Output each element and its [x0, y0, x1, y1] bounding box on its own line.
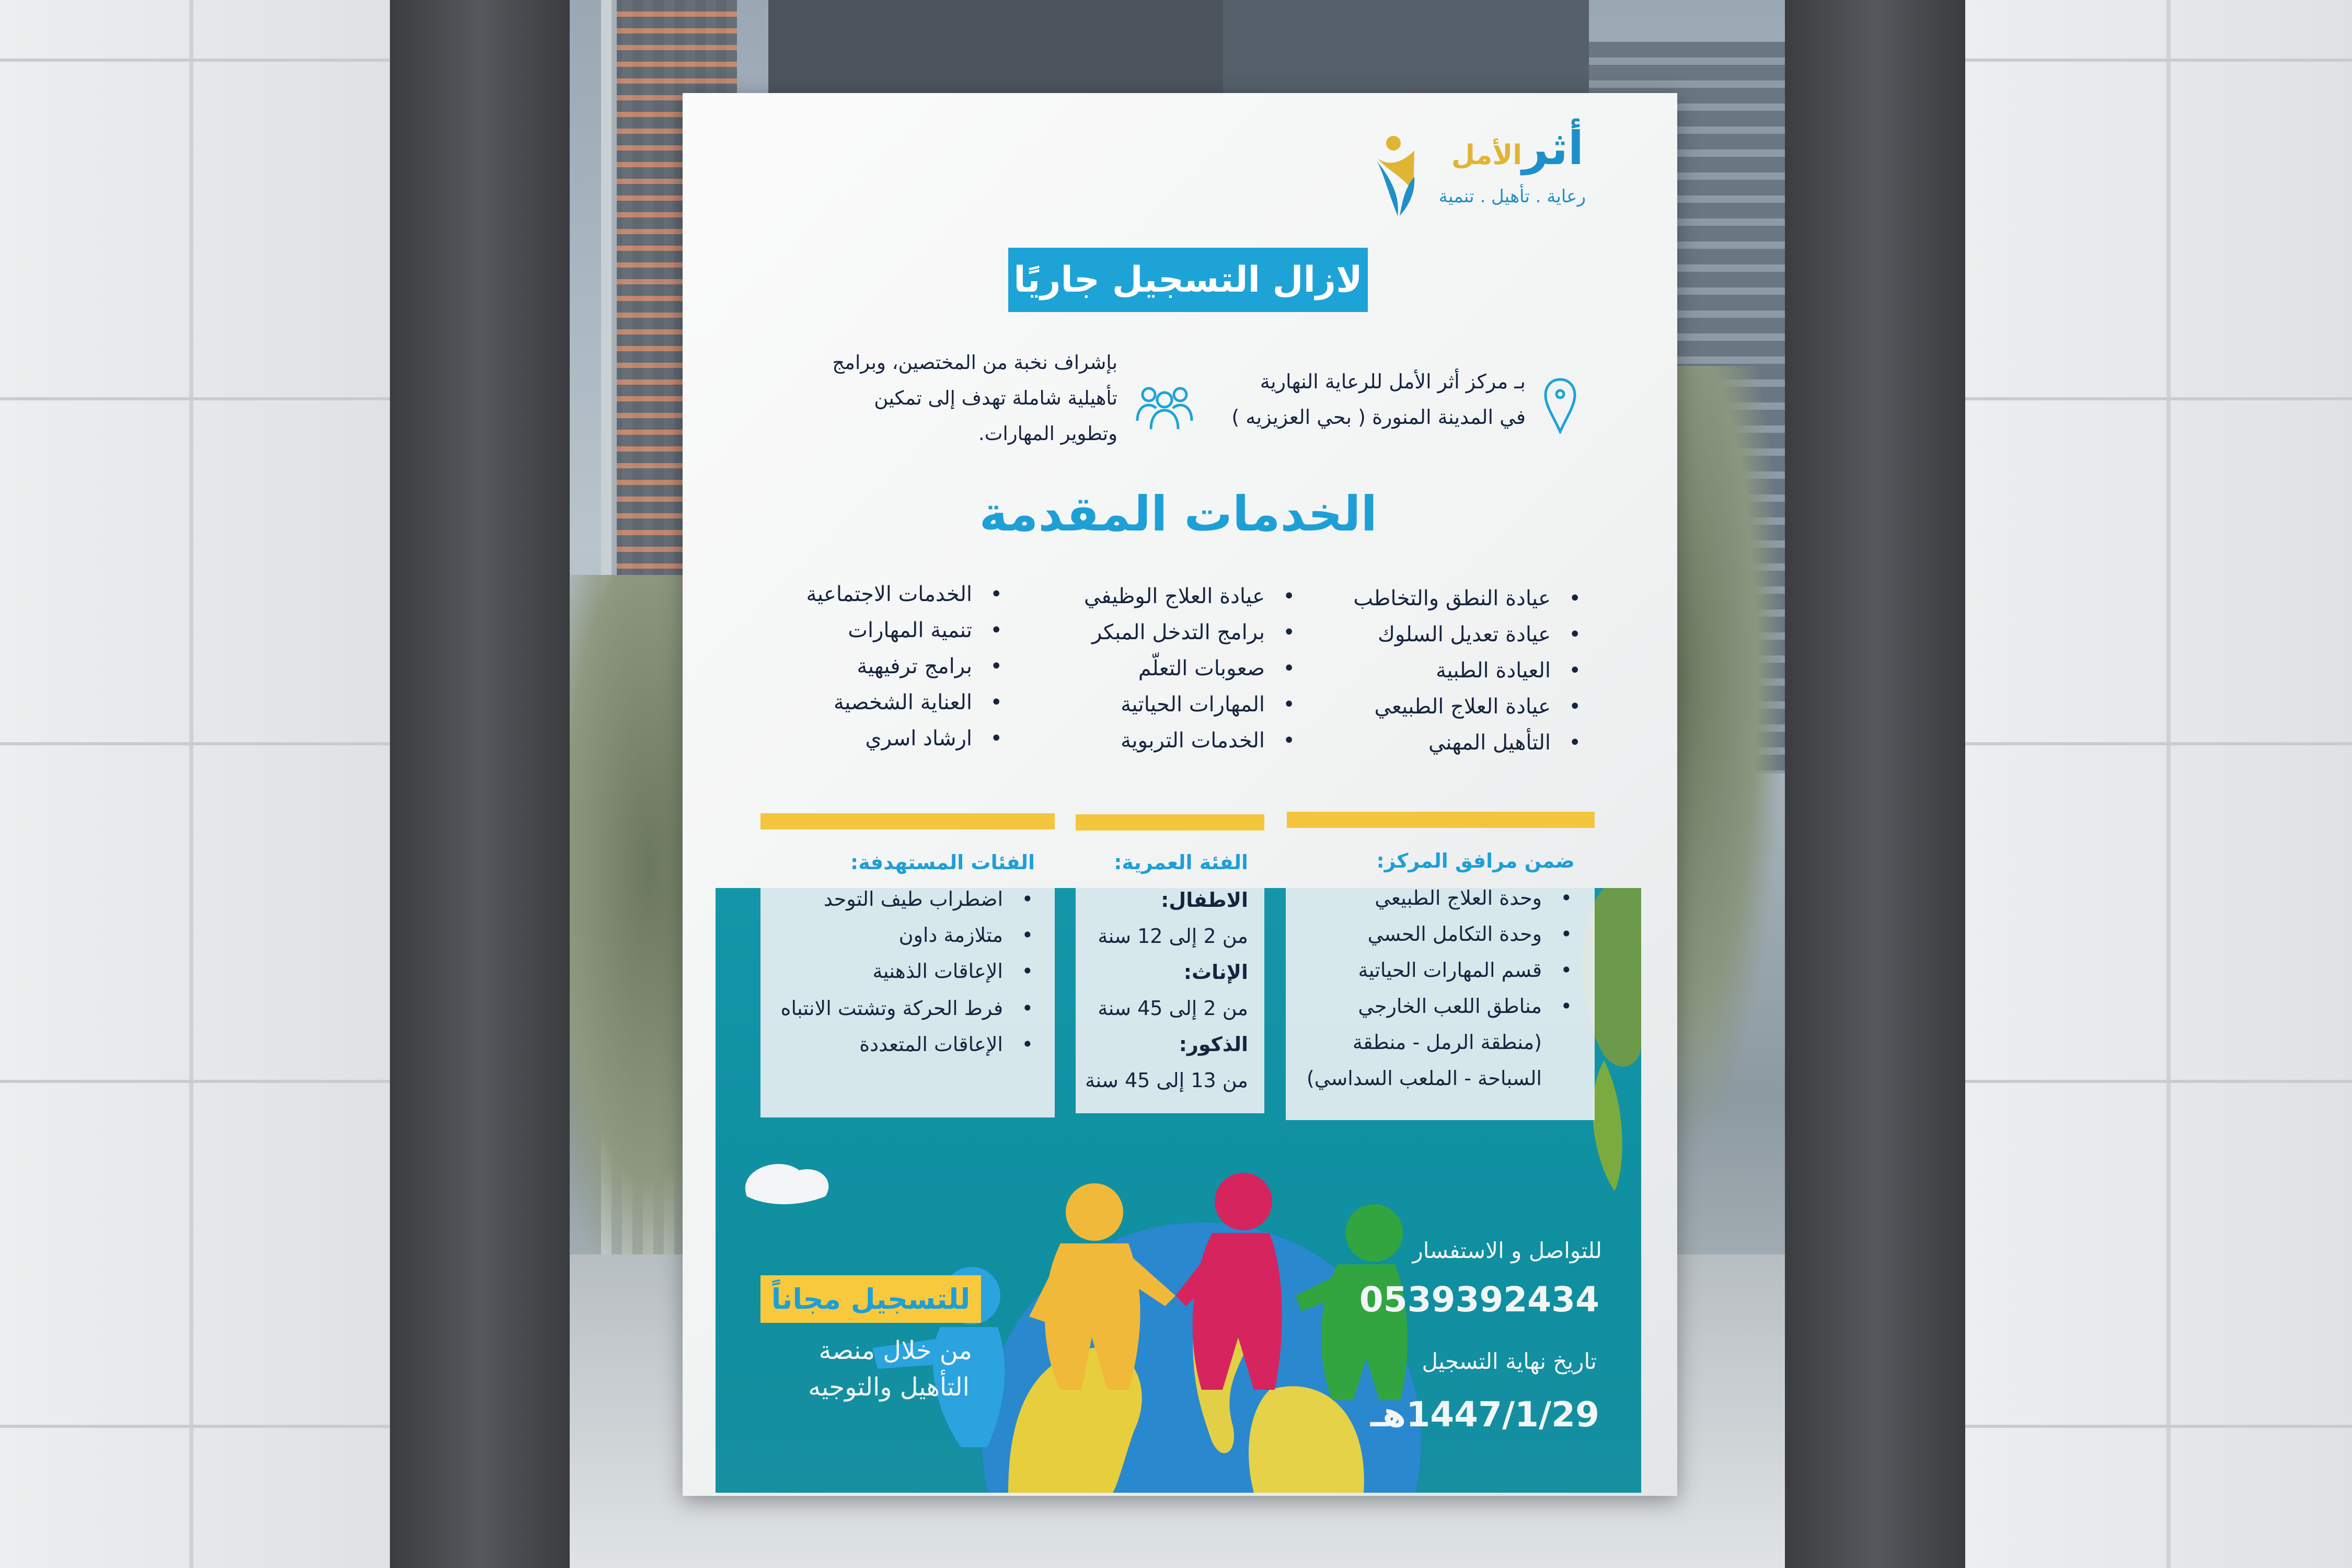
- service-item: • الخدمات التربوية: [1121, 729, 1295, 753]
- age-group-range: من 13 إلى 45 سنة: [1085, 1069, 1248, 1092]
- supervision-line-2: تأهيلية شاملة تهدف إلى تمكين: [874, 387, 1117, 409]
- age-group-range: من 2 إلى 45 سنة: [1098, 997, 1248, 1020]
- service-item: • برامج ترفيهية: [857, 654, 1002, 678]
- wall-seam: [0, 742, 390, 745]
- window-frame-right: [1785, 0, 1965, 1568]
- facility-item: • قسم المهارات الحياتية: [1358, 959, 1572, 982]
- window-frame-left: [390, 0, 570, 1568]
- logo-figure-icon: [1373, 135, 1425, 218]
- wall-seam: [0, 397, 390, 400]
- ages-title: الفئة العمرية:: [1114, 851, 1248, 874]
- wall-seam: [0, 1080, 390, 1083]
- wall-seam: [1965, 397, 2352, 400]
- service-item: • العيادة الطبية: [1436, 659, 1581, 683]
- banner-text: لازال التسجيل جاريًا: [1013, 259, 1363, 301]
- targets-title: الفئات المستهدفة:: [850, 851, 1035, 874]
- target-item: • فرط الحركة وتشتت الانتباه: [781, 997, 1033, 1020]
- wall-seam: [1965, 1080, 2352, 1083]
- badge-text: للتسجيل مجاناً: [771, 1283, 971, 1316]
- building: [768, 0, 1249, 94]
- service-item: • صعوبات التعلّم: [1138, 656, 1295, 681]
- service-item: • العناية الشخصية: [834, 690, 1002, 714]
- service-item: • عيادة النطق والتخاطب: [1353, 586, 1581, 610]
- wall-seam: [2166, 0, 2171, 1568]
- register-line-2: التأهيل والتوجيه: [808, 1373, 970, 1402]
- logo-tagline: رعاية . تأهيل . تنمية: [1438, 186, 1586, 207]
- logo-name-main: أثر: [1522, 121, 1584, 175]
- free-registration-badge: [760, 1275, 981, 1323]
- age-group-range: من 2 إلى 12 سنة: [1098, 925, 1248, 948]
- contact-label: للتواصل و الاستفسار: [1412, 1238, 1602, 1263]
- service-item: • تنمية المهارات: [848, 618, 1002, 642]
- facility-item: • وحدة العلاج الطبيعي: [1375, 886, 1572, 909]
- service-item: • ارشاد اسري: [865, 727, 1002, 751]
- service-item: • الخدمات الاجتماعية: [806, 582, 1002, 606]
- cloud-shape: [745, 1164, 829, 1204]
- map-pin-icon: [1543, 377, 1577, 434]
- location-line-2: في المدينة المنورة ( بحي العزيزيه ): [1231, 406, 1526, 429]
- service-item: • عيادة العلاج الطبيعي: [1375, 695, 1582, 719]
- logo-wordmark: [1451, 121, 1584, 175]
- target-item: • متلازمة داون: [899, 924, 1033, 947]
- people-icon: [1135, 384, 1194, 431]
- green-leaf-shape: [1593, 1060, 1622, 1191]
- deadline-label: تاريخ نهاية التسجيل: [1422, 1348, 1597, 1374]
- target-item: • اضطراب طيف التوحد: [824, 887, 1033, 910]
- target-item: • الإعاقات المتعددة: [859, 1033, 1033, 1056]
- location-line-1: بـ مركز أثر الأمل للرعاية النهارية: [1260, 370, 1526, 393]
- right-wall: [1965, 0, 2352, 1568]
- service-item: • عيادة العلاج الوظيفي: [1084, 584, 1295, 608]
- facility-item: • مناطق اللعب الخارجي: [1358, 995, 1572, 1018]
- registration-open-banner: [1008, 248, 1368, 312]
- logo-name-accent: الأمل: [1451, 140, 1523, 171]
- age-group-label: الإناث:: [1183, 961, 1248, 984]
- facility-note-line: (منطقة الرمل - منطقة: [1352, 1031, 1542, 1054]
- service-item: • عيادة تعديل السلوك: [1378, 622, 1581, 647]
- facility-note-line: السباحة - الملعب السداسي): [1306, 1067, 1542, 1090]
- wall-seam: [1965, 742, 2352, 745]
- wall-seam: [1965, 59, 2352, 62]
- divider-bar: [1287, 812, 1595, 828]
- register-line-1: من خلال منصة: [818, 1336, 972, 1365]
- wall-seam: [0, 1425, 390, 1428]
- wall-seam: [189, 0, 193, 1568]
- service-item: • المهارات الحياتية: [1121, 693, 1295, 717]
- target-item: • الإعاقات الذهنية: [872, 960, 1033, 983]
- facility-item: • وحدة التكامل الحسي: [1368, 923, 1572, 946]
- divider-bar: [1076, 814, 1264, 831]
- age-group-label: الاطفال:: [1161, 889, 1248, 912]
- wall-seam: [0, 59, 390, 62]
- divider-bar: [760, 813, 1055, 829]
- deadline-date: 1447/1/29هـ: [1370, 1394, 1599, 1435]
- service-item: • برامج التدخل المبكر: [1092, 620, 1295, 644]
- supervision-line-1: بإشراف نخبة من المختصين، وبرامج: [832, 351, 1117, 374]
- supervision-line-3: وتطوير المهارات.: [978, 422, 1117, 445]
- left-wall: [0, 0, 390, 1568]
- wall-seam: [1965, 1425, 2352, 1428]
- contact-phone: 0539392434: [1359, 1279, 1599, 1320]
- service-item: • التأهيل المهني: [1428, 731, 1581, 755]
- age-group-label: الذكور:: [1179, 1033, 1248, 1056]
- facilities-title: ضمن مرافق المركز:: [1376, 849, 1575, 872]
- services-heading: الخدمات المقدمة: [979, 486, 1377, 542]
